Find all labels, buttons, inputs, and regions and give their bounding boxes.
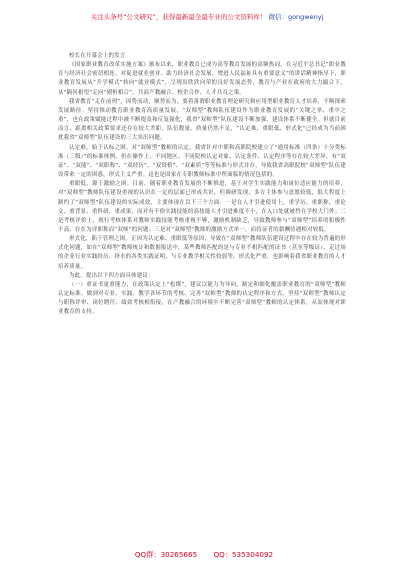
- paragraph: 形式化，陷于管理之困。正因为认定难、重眼低等原因，导致在“双师型”教师队伍建设过程中存在较为普遍的形式化问题，如在“双师型”教师统计和数据报送中，某些教师匹配的是与专业不相匹配的证书（甚至等级证），走过场的企业行业实践经历，挤水的各类实践证明，与专业教学相关性较弱等，形式化严重，也影响着我省职业教育的人才培养质量。: [58, 236, 346, 270]
- footer-contact: [0, 548, 408, 562]
- banner-wechat-text: 微信：gongwenyj: [268, 13, 324, 21]
- paragraph: 重眼低，源于激励之困。目前，随着职业教育发展的不断推进，基于对学生实践能力和岗位适应能力的培养，对“双师型”教师队伍建设重视的认识在一定的层面已形成共识，但调研发现，多方主体参与意愿较低，很大程度上制约了“双师型”队伍建设的实际成效，主要体现在以下三个方面：一是在人才引进使用上，重学历、重职称、重论文、重背景、重科研，重成果，而对有不俗实践技能的高技能人才引进难度不小，在入口处就被挡在学校大门外；二是考核评价上，现行考核体系对教师实践技能考核重视不够，激励机制缺乏，导致教师参与“双师型”培养的积极性不高，存在为评职称而“双师”的问题；三是对“双师型”教师的激励方式单一，而持证者的薪酬待遇相对较低。: [58, 181, 346, 233]
- paragraph: 认定难，始于认标之困。对“双师型”教师的认定，我省针对中职和高职院校建立了“通用标准（四条）十分类标准（三级）”的标准体例，但在操作上，不同地区、不同院校认定对象、认定条件、认定程序等存在较大差异，有“双证”、“双能”、“双职称”、“双经历”、“双资格”、“双素质”等等标准与形式并存，导致我省高职院校“双师型”队伍建设带来一定的困惑，形式主义严重。这也是国家在专职教师标准中所面临的情况包括的。: [58, 144, 346, 179]
- footer-qq: QQ：535304092: [213, 550, 274, 559]
- footer-qq-group: QQ群：30265665: [134, 550, 198, 559]
- paragraph: 我省教育“走在前列”，因势而动，顺势而为，要着落谓职业教育理论研究和应用型职业教育人才培养，不断探索发展路径。坚持推动教育职业教育高质量发展，“双师型”教师队伍建设作为职业教育发展的“关键之举、重中之重”，也在政策赋能过程中被不断提及和反复强化，我省“双师型”队伍建设不断加强，建设体系不断健全。但就目前而言，距离相关政策要求还存在较大差距，队伍数量、质量仍然不足，“认定难、重眼低、形式化”已经成为当前困扰我省“双师型”队伍建设的三大突出问题。: [58, 98, 346, 142]
- paragraph: （一）重证书更重能力，在政策认定上“松绑”，建议以能力为导向，制定和细化覆盖职业教育的“双师型”教师认定标准。做到对专业、实践、教学各环节的考核、完善“双师型”教师的认定程序和方式，坚持“双师型”教师认定与职称评审、岗位聘任、绩效考核相衔接，在产教融合的环境中不断完善“双师型”教师的认定体系，从而体现对职业教育的支持。: [58, 281, 346, 316]
- paragraph: 《国家职业教育改革实施方案》颁布以来，职业教育已成为高等教育发展的高频热词，在习近平总书记“职业教育与经济社会密切相连、对促进就业创业、助力经济社会发展、增进人民福祉具有重要意义”的讲话精神指导下，职业教育发展从“升学模式”转向“就业模式”，呈现出欣欣向荣的良好发展态势，教育与产业在政府的大力撮合下，从“隔河相望”走向“剔析相合”，共商产教融合、校企合作、人才共育之策。: [58, 62, 346, 96]
- document-body: [58, 52, 346, 318]
- header-banner: [72, 8, 342, 26]
- paragraph: 为此，提出以下四方面具体建议：: [69, 272, 154, 279]
- paragraph-title: 校长在开幕会上的发言: [69, 53, 126, 59]
- banner-promo-text: 关注头条号“公文研究”，获得最新最全最专业的公文资料库！: [90, 13, 267, 21]
